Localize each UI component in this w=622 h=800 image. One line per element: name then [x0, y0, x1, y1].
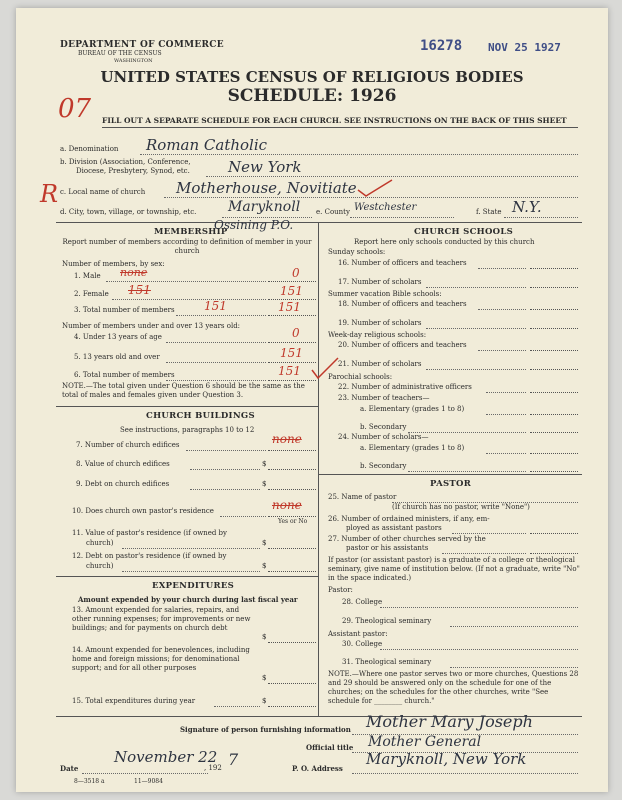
q13-label: 13. Amount expended for salaries, repairs, and other running expenses; for improvements or new buildings; and for payments on church debt [72, 606, 251, 632]
q28-label: 28. College [342, 598, 383, 606]
po-address-value: Maryknoll, New York [366, 750, 527, 768]
instruction-banner: FILL OUT A SEPARATE SCHEDULE FOR EACH CHURCH. SEE INSTRUCTIONS ON THE BACK OF THIS SHEET [102, 116, 567, 125]
weekday-label: Week-day religious schools: [328, 331, 427, 339]
margin-initial: R [40, 180, 59, 208]
q18-label: 18. Number of officers and teachers [338, 300, 467, 308]
q6-value: 151 [278, 364, 301, 378]
q13-dollar: $ [262, 633, 267, 641]
q19-label: 19. Number of scholars [338, 319, 422, 327]
q17-label: 17. Number of scholars [338, 278, 422, 286]
label-state: f. State [476, 208, 502, 216]
q12-label-1: 12. Debt on pastor's residence (if owned by [72, 552, 227, 560]
label-denomination: a. Denomination [60, 145, 119, 153]
parochial-label: Parochial schools: [328, 373, 393, 381]
membership-note: NOTE.—The total given under Question 6 should be the same as the total of males and females given under Question 3. [62, 382, 305, 399]
po-address-label: P. O. Address [292, 764, 343, 773]
q26-label-2: ployed as assistant pastors [346, 524, 442, 532]
graduate-note: If pastor (or assistant pastor) is a graduate of a college or theological seminary, give name of institution below. (If not a graduate, write "No" in the space indicated.) [328, 556, 580, 582]
q6-label: 6. Total number of members [74, 371, 175, 379]
q1-handwritten: none [120, 266, 148, 279]
q15-dollar: $ [262, 697, 267, 705]
q3-label: 3. Total number of members [74, 306, 175, 314]
date-label: Date [60, 764, 79, 773]
received-date-stamp: NOV 25 1927 [488, 41, 561, 54]
q14-dollar: $ [262, 674, 267, 682]
q31-label: 31. Theological seminary [342, 658, 432, 666]
pastor-heading: PASTOR [430, 479, 472, 489]
pastor-label: Pastor: [328, 586, 353, 594]
q26-label-1: 26. Number of ordained ministers, if any, em- [328, 515, 490, 523]
city-name: WASHINGTON [114, 58, 153, 64]
q22-label: 22. Number of administrative officers [338, 383, 472, 391]
label-city: d. City, town, village, or township, etc. [60, 208, 197, 216]
value-state: N.Y. [512, 198, 542, 216]
q29-label: 29. Theological seminary [342, 617, 432, 625]
value-county: Westchester [354, 202, 417, 213]
form-title: UNITED STATES CENSUS OF RELIGIOUS BODIES [100, 68, 524, 86]
schools-intro: Report here only schools conducted by this church [354, 238, 535, 246]
q1-value: 0 [292, 266, 300, 280]
value-city: Maryknoll [228, 199, 301, 215]
q30-label: 30. College [342, 640, 383, 648]
q11-dollar: $ [262, 539, 267, 547]
q4-value: 0 [292, 326, 300, 340]
date-value: November 22 [114, 748, 218, 766]
q24a-label: a. Elementary (grades 1 to 8) [360, 444, 465, 452]
q9-label: 9. Debt on church edifices [76, 480, 170, 488]
census-schedule-form [16, 8, 608, 792]
q9-dollar: $ [262, 480, 267, 488]
label-county: e. County [316, 208, 350, 216]
q27-label-1: 27. Number of other churches served by the [328, 535, 486, 543]
label-division-1: b. Division (Association, Conference, [60, 158, 191, 166]
schools-heading: CHURCH SCHOOLS [414, 227, 514, 237]
q12-dollar: $ [262, 562, 267, 570]
q5-label: 5. 13 years old and over [74, 353, 160, 361]
schedule-number: 16278 [420, 38, 463, 54]
q4-label: 4. Under 13 years of age [74, 333, 162, 341]
age-label: Number of members under and over 13 years old: [62, 322, 241, 330]
q10-sub: Yes or No [278, 518, 308, 525]
q20-label: 20. Number of officers and teachers [338, 341, 467, 349]
buildings-see: See instructions, paragraphs 10 to 12 [120, 426, 255, 434]
membership-heading: MEMBERSHIP [154, 227, 228, 237]
q8-dollar: $ [262, 460, 267, 468]
value-local-name: Motherhouse, Novitiate [176, 179, 357, 197]
q7-value: none [272, 432, 302, 446]
q21-label: 21. Number of scholars [338, 360, 422, 368]
q12-label-2: church) [86, 562, 114, 570]
q2-label: 2. Female [74, 290, 109, 298]
q10-value: none [272, 498, 302, 512]
q3-value: 151 [278, 300, 301, 314]
by-sex-label: Number of members, by sex: [62, 260, 165, 268]
form-code: 8—3518 a [74, 778, 105, 785]
q10-label: 10. Does church own pastor's residence [72, 507, 214, 515]
q16-label: 16. Number of officers and teachers [338, 259, 467, 267]
red-check-mark [356, 178, 396, 198]
q2-value: 151 [280, 284, 303, 298]
label-local-name: c. Local name of church [60, 188, 146, 196]
year-digit: 7 [228, 750, 239, 769]
q7-label: 7. Number of church edifices [76, 441, 180, 449]
label-division-2: Diocese, Presbytery, Synod, etc. [76, 167, 190, 175]
q11-label-2: church) [86, 539, 114, 547]
bureau-name: BUREAU OF THE CENSUS [78, 50, 162, 57]
department-name: DEPARTMENT OF COMMERCE [60, 40, 224, 50]
q23b-label: b. Secondary [360, 423, 407, 431]
official-title-value: Mother General [368, 734, 482, 750]
expenditures-heading: EXPENDITURES [152, 581, 235, 591]
margin-mark: 07 [58, 94, 92, 124]
q25-label: 25. Name of pastor [328, 493, 397, 501]
q5-value: 151 [280, 346, 303, 360]
q24b-label: b. Secondary [360, 462, 407, 470]
q11-label-1: 11. Value of pastor's residence (if owned by [72, 529, 227, 537]
print-code: 11—9084 [134, 778, 163, 785]
membership-intro: Report number of members according to definition of member in your church [62, 238, 312, 255]
value-division: New York [228, 158, 302, 176]
ossining-note: Ossining P.O. [214, 218, 294, 232]
q3-handwritten: 151 [204, 299, 227, 313]
q23a-label: a. Elementary (grades 1 to 8) [360, 405, 465, 413]
vacation-label: Summer vacation Bible schools: [328, 290, 442, 298]
q23-label: 23. Number of teachers— [338, 394, 430, 402]
signature-label: Signature of person furnishing information [180, 725, 351, 734]
assistant-label: Assistant pastor: [328, 630, 388, 638]
q27-label-2: pastor or his assistants [346, 544, 429, 552]
official-title-label: Official title [306, 743, 354, 752]
q15-label: 15. Total expenditures during year [72, 697, 196, 705]
q8-label: 8. Value of church edifices [76, 460, 170, 468]
q1-label: 1. Male [74, 272, 101, 280]
q24-label: 24. Number of scholars— [338, 433, 429, 441]
signature-value: Mother Mary Joseph [366, 712, 533, 731]
pastor-note: NOTE.—Where one pastor serves two or more churches, Questions 28 and 29 should be answered only on the schedule for one of the churches; on the schedules for the other churches, write "See schedule for ________ church." [328, 670, 579, 705]
sunday-label: Sunday schools: [328, 248, 386, 256]
buildings-heading: CHURCH BUILDINGS [146, 411, 255, 421]
q14-label: 14. Amount expended for benevolences, including home and foreign missions; for denominational support; and for all other purposes [72, 646, 250, 672]
year-prefix: , 192 [204, 764, 222, 772]
form-subtitle: SCHEDULE: 1926 [227, 86, 397, 106]
expenditures-intro: Amount expended by your church during last fiscal year [78, 595, 298, 604]
q2-handwritten: 151 [128, 283, 151, 297]
value-denomination: Roman Catholic [146, 136, 268, 154]
q25-sub: (If church has no pastor, write "None") [392, 503, 530, 511]
